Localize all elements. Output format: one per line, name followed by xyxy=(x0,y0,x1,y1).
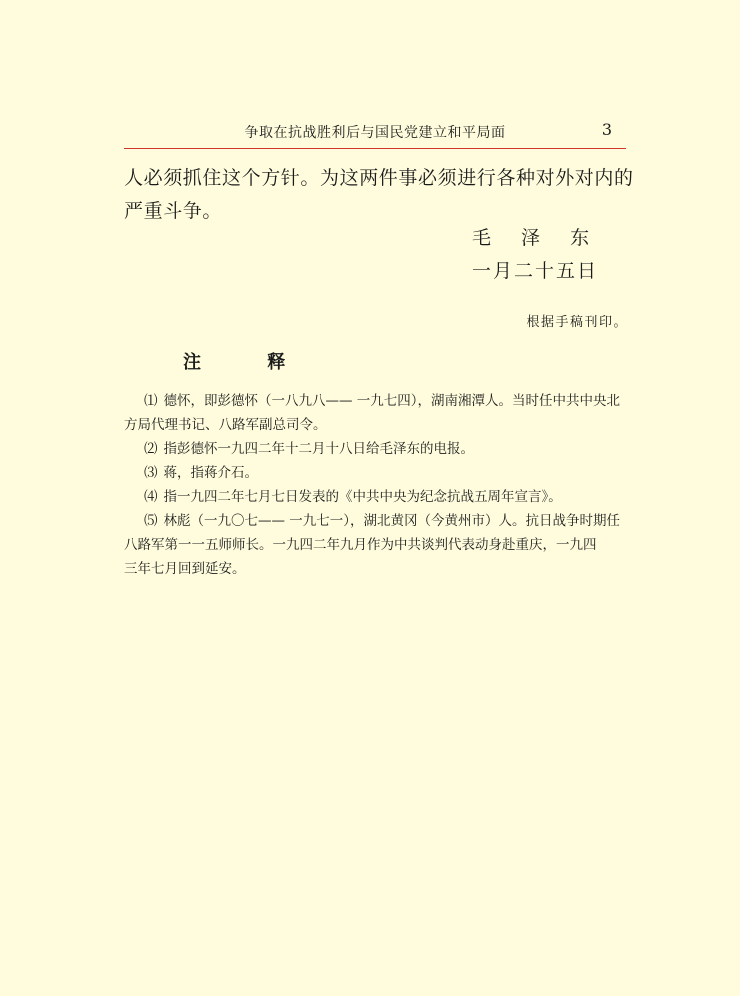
note-line xyxy=(124,485,636,509)
notes-list xyxy=(124,389,636,581)
note-item xyxy=(124,437,636,461)
note-line xyxy=(124,389,636,413)
note-text: 德怀，即彭德怀（一八九八—— 一九七四），湖南湘潭人。当时任中共中央北 xyxy=(163,393,621,409)
note-line: 三年七月回到延安。 xyxy=(124,561,246,577)
note-text: 指一九四二年七月七日发表的《中共中央为纪念抗战五周年宣言》。 xyxy=(163,489,562,505)
body-line: 人必须抓住这个方针。为这两件事必须进行各种对外对内的 xyxy=(124,167,634,189)
note-text: 林彪（一九〇七—— 一九七一），湖北黄冈（今黄州市）人。抗日战争时期任 xyxy=(163,513,621,529)
note-number: ⑷ xyxy=(144,489,158,505)
note-line xyxy=(124,509,636,533)
note-item xyxy=(124,485,636,509)
note-number: ⑴ xyxy=(144,393,158,409)
note-number: ⑸ xyxy=(144,513,158,529)
note-item xyxy=(124,389,636,437)
note-item xyxy=(124,509,636,581)
notes-heading: 注 释 xyxy=(183,352,316,373)
note-line xyxy=(124,461,636,485)
header-rule xyxy=(124,148,626,149)
signature-name: 毛 泽 东 xyxy=(472,227,602,249)
note-text: 蒋，指蒋介石。 xyxy=(163,465,258,481)
note-item xyxy=(124,461,636,485)
note-text: 指彭德怀一九四二年十二月十八日给毛泽东的电报。 xyxy=(163,441,474,457)
note-line xyxy=(124,437,636,461)
note-number: ⑶ xyxy=(144,465,158,481)
page-number: 3 xyxy=(601,120,612,139)
body-line: 严重斗争。 xyxy=(124,200,223,222)
note-number: ⑵ xyxy=(144,441,158,457)
signature-date: 一月二十五日 xyxy=(472,260,599,282)
running-title: 争取在抗战胜利后与国民党建立和平局面 xyxy=(244,125,506,141)
body-text xyxy=(124,162,634,228)
source-note: 根据手稿刊印。 xyxy=(526,315,628,330)
running-header xyxy=(124,120,626,144)
note-line: 方局代理书记、八路军副总司令。 xyxy=(124,417,327,433)
signature-block xyxy=(472,222,601,288)
note-line: 八路军第一一五师师长。一九四二年九月作为中共谈判代表动身赴重庆，一九四 xyxy=(124,537,597,553)
